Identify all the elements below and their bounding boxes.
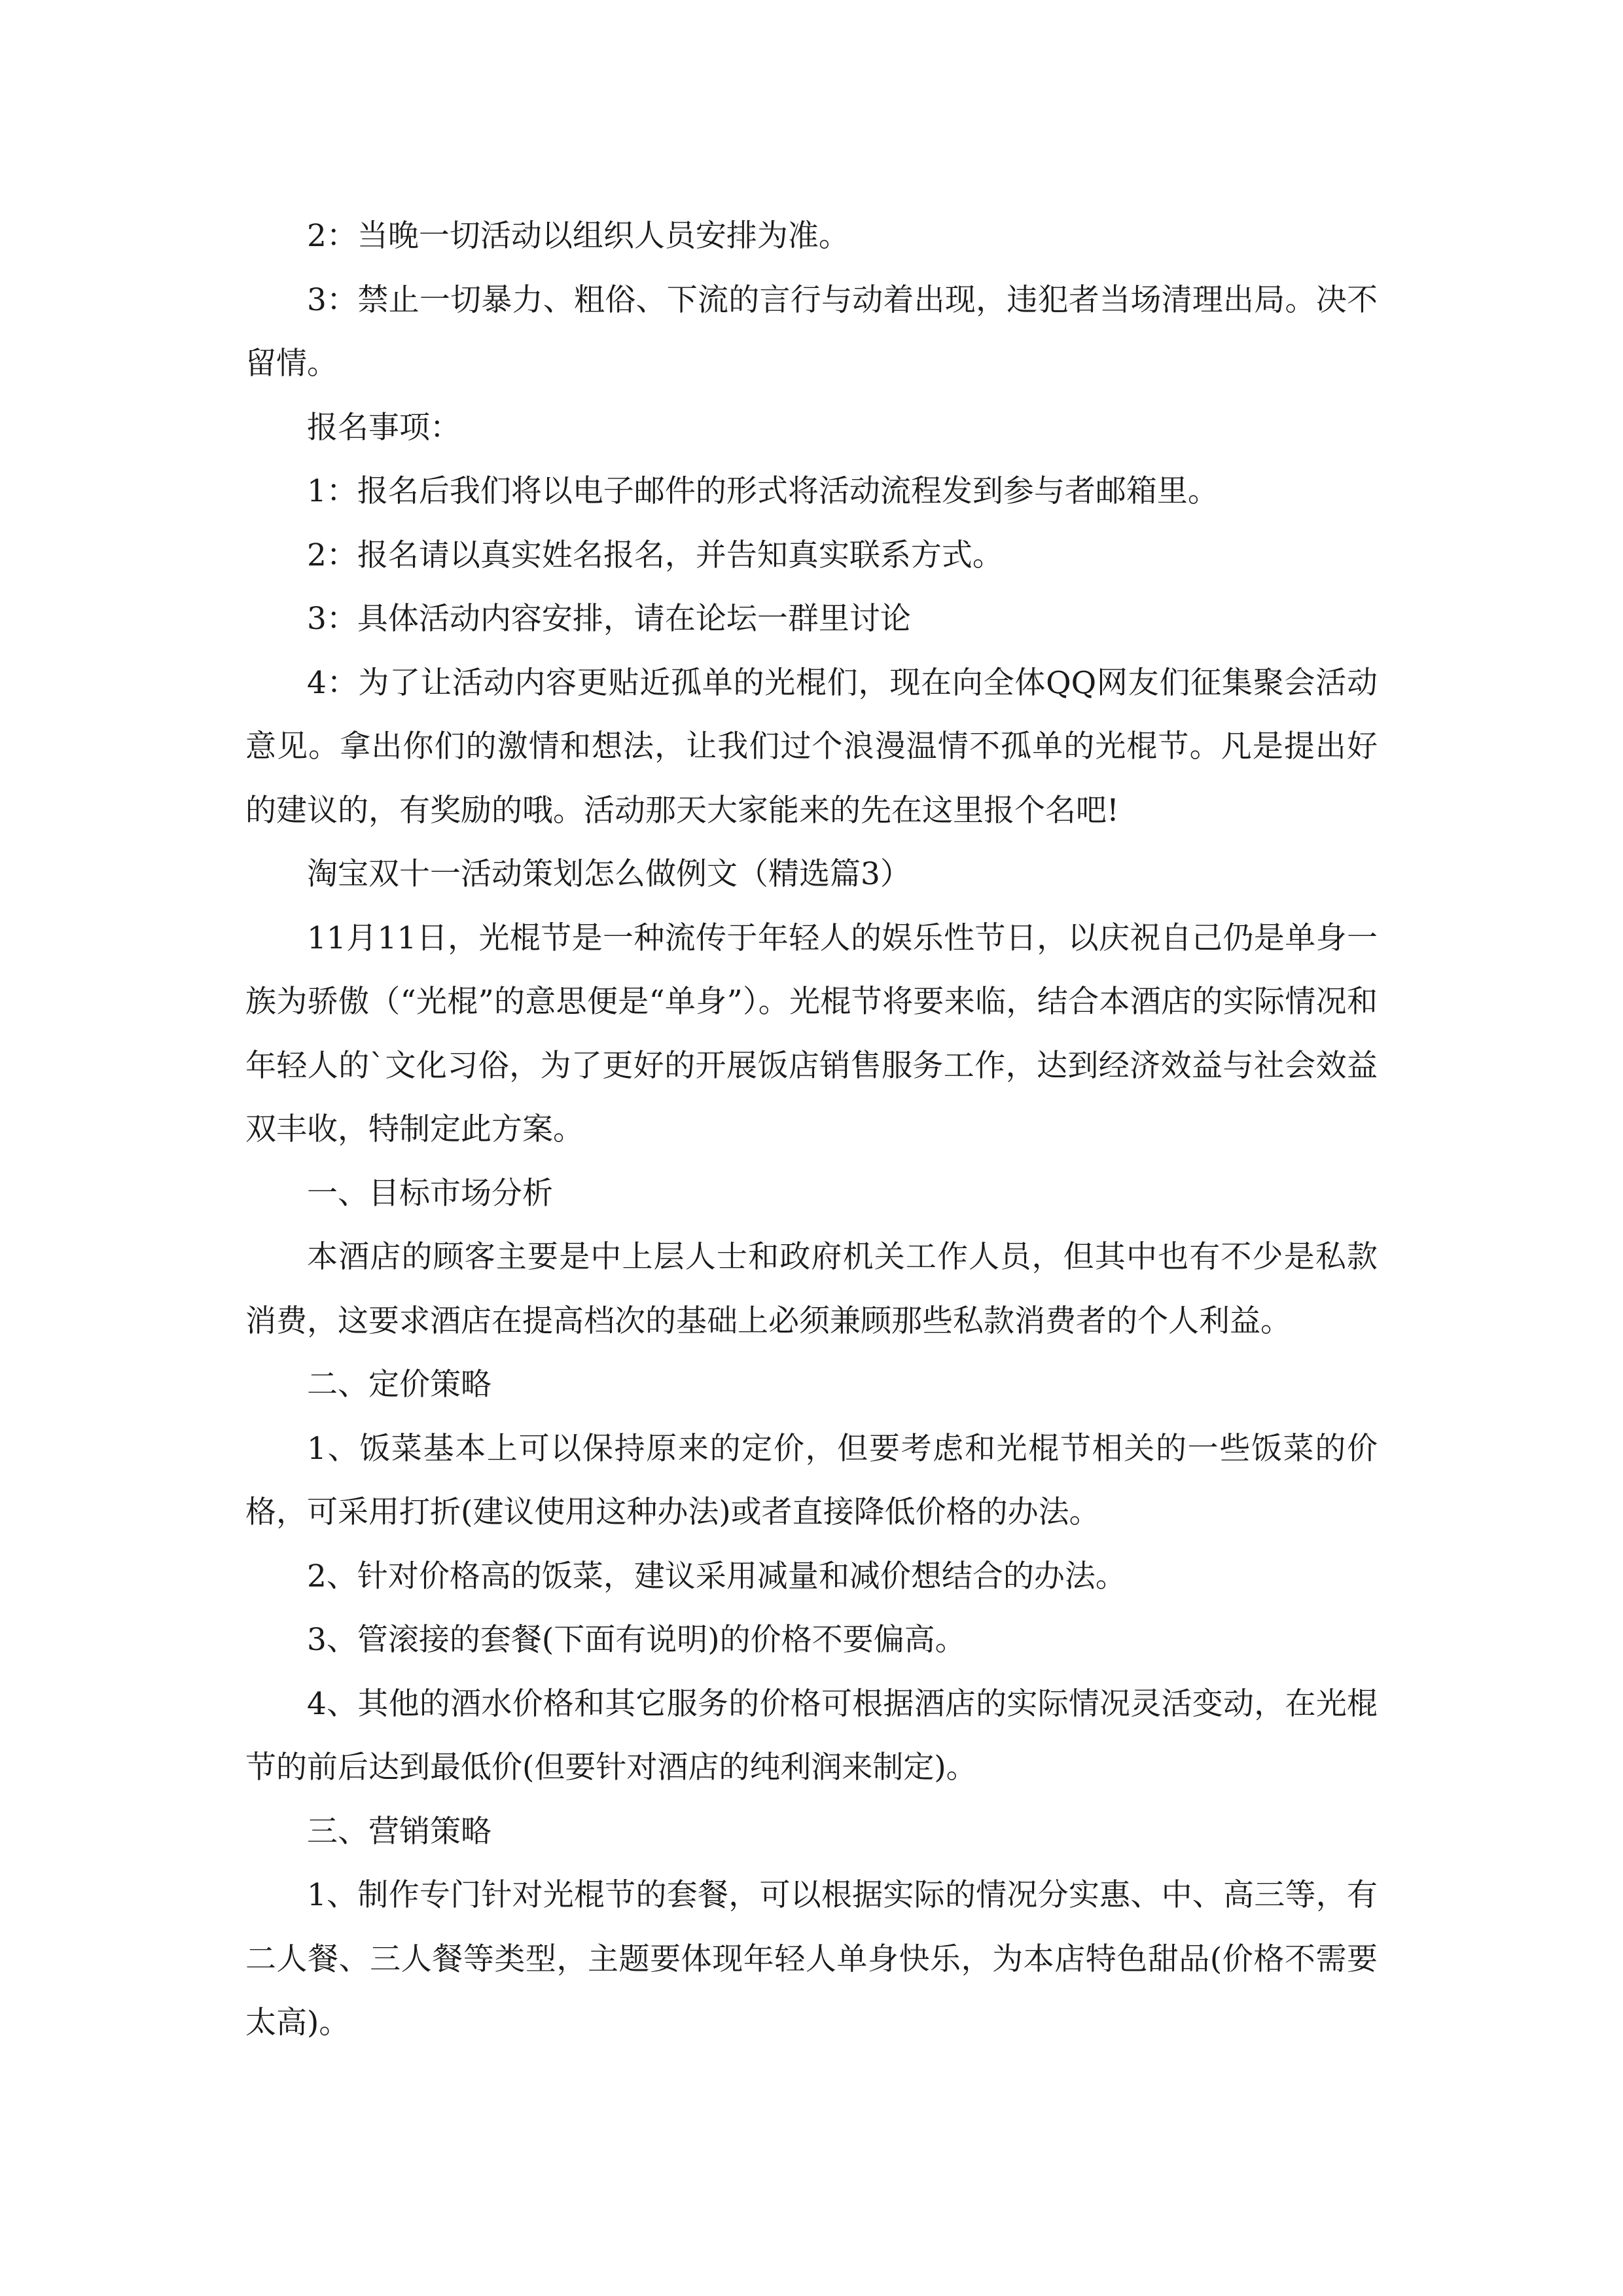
paragraph: 2：报名请以真实姓名报名，并告知真实联系方式。 [307, 537, 1003, 573]
paragraph: 1：报名后我们将以电子邮件的形式将活动流程发到参与者邮箱里。 [307, 473, 1219, 509]
paragraph: 3、管滚接的套餐(下面有说明)的价格不要偏高。 [307, 1622, 966, 1658]
paragraph: 4：为了让活动内容更贴近孤单的光棍们，现在向全体QQ网友们征集聚会活动意见。拿出你们的激情和想法，让我们过个浪漫温情不孤单的光棍节。凡是提出好的建议的，有奖励的哦。活动那天大家能来的先在这里报个名吧! [245, 664, 1378, 829]
paragraph: 3：具体活动内容安排，请在论坛一群里讨论 [307, 601, 911, 637]
paragraph: 11月11日，光棍节是一种流传于年轻人的娱乐性节日，以庆祝自己仍是单身一族为骄傲（“光棍”的意思便是“单身”）。光棍节将要来临，结合本酒店的实际情况和年轻人的`文化习俗，为了更好的开展饭店销售服务工作，达到经济效益与社会效益双丰收，特制定此方案。 [245, 920, 1378, 1147]
paragraph: 3：禁止一切暴力、粗俗、下流的言行与动着出现，违犯者当场清理出局。决不留情。 [245, 281, 1378, 382]
section-heading: 报名事项： [307, 409, 461, 446]
document-body [245, 204, 1378, 2055]
paragraph: 4、其他的酒水价格和其它服务的价格可根据酒店的实际情况灵活变动，在光棍节的前后达到最低价(但要针对酒店的纯利润来制定)。 [245, 1685, 1378, 1785]
paragraph: 1、饭菜基本上可以保持原来的定价，但要考虑和光棍节相关的一些饭菜的价格，可采用打折(建议使用这种办法)或者直接降低价格的办法。 [245, 1430, 1378, 1530]
section-heading: 三、营销策略 [307, 1813, 491, 1850]
paragraph: 本酒店的顾客主要是中上层人士和政府机关工作人员，但其中也有不少是私款消费，这要求酒店在提高档次的基础上必须兼顾那些私款消费者的个人利益。 [245, 1239, 1378, 1339]
paragraph: 2、针对价格高的饭菜，建议采用减量和减价想结合的办法。 [307, 1558, 1126, 1594]
paragraph: 2：当晚一切活动以组织人员安排为准。 [307, 218, 849, 254]
section-heading: 一、目标市场分析 [307, 1175, 553, 1211]
section-heading: 二、定价策略 [307, 1367, 491, 1403]
article-title: 淘宝双十一活动策划怎么做例文（精选篇3） [307, 856, 911, 892]
paragraph: 1、制作专门针对光棍节的套餐，可以根据实际的情况分实惠、中、高三等，有二人餐、三人餐等类型，主题要体现年轻人单身快乐，为本店特色甜品(价格不需要太高)。 [245, 1877, 1378, 2041]
